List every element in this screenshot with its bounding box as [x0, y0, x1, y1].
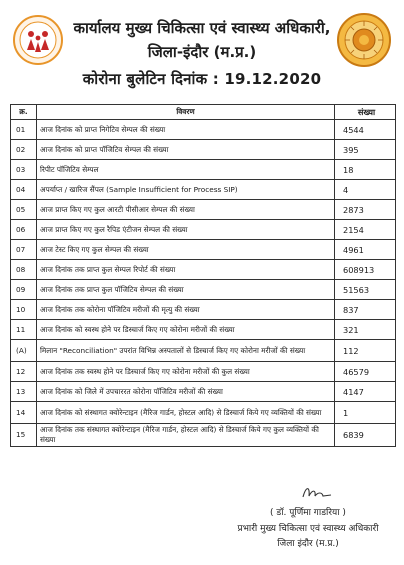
- row-description: आज दिनांक तक प्राप्त कुल पॉजिटिव सेम्पल की संख्या: [37, 280, 335, 299]
- row-count: 1: [343, 407, 349, 418]
- row-description: आज प्राप्त किए गए कुल रैपिड एंटीजन सेम्पल की संख्या: [37, 220, 335, 239]
- table-row: [11, 140, 395, 160]
- mp-government-emblem-icon: [336, 12, 392, 68]
- bulletin-table: [10, 104, 396, 447]
- row-description: आज दिनांक को संस्थागत क्वोरेन्टाइन (मैरिज गार्डन, होस्टल आदि) से डिस्चार्ज किये गए व्यक्तियों की संख्या: [37, 402, 335, 423]
- row-description: आज दिनांक को प्राप्त निगेटिव सेम्पल की संख्या: [37, 120, 335, 139]
- table-row: [11, 402, 395, 424]
- table-row: [11, 180, 395, 200]
- row-serial-no: 11: [11, 320, 37, 339]
- row-count: 608913: [343, 264, 375, 275]
- row-serial-no: 14: [11, 402, 37, 423]
- table-row: [11, 382, 395, 402]
- row-count: 46579: [343, 366, 370, 377]
- bulletin-date-title: कोरोना बुलेटिन दिनांक : 19.12.2020: [82, 70, 322, 88]
- signatory-designation: प्रभारी मुख्य चिकित्सा एवं स्वास्थ्य अधिकारी: [237, 524, 379, 534]
- row-description: आज प्राप्त किए गए कुल आरटी पीसीआर सेम्पल की संख्या: [37, 200, 335, 219]
- row-serial-no: 08: [11, 260, 37, 279]
- header-description: विवरण: [37, 105, 335, 119]
- row-count: 4544: [343, 124, 364, 135]
- office-title: कार्यालय मुख्य चिकित्सा एवं स्वास्थ्य अधिकारी,: [73, 19, 331, 37]
- table-row: [11, 200, 395, 220]
- table-row: [11, 280, 395, 300]
- row-serial-no: 06: [11, 220, 37, 239]
- row-description: मिलान "Reconciliation" उपरांत विभिन्न अस्पतालों से डिस्चार्ज किए गए कोरोना मरीजों की संख्या: [37, 340, 335, 361]
- row-description: आज दिनांक को स्वस्थ होने पर डिस्चार्ज किए गए कोरोना मरीजों की संख्या: [37, 320, 335, 339]
- row-serial-no: 10: [11, 300, 37, 319]
- row-serial-no: 09: [11, 280, 37, 299]
- row-description: आज दिनांक तक स्वस्थ होने पर डिस्चार्ज किए गए कोरोना मरीजों की कुल संख्या: [37, 362, 335, 381]
- table-row: [11, 120, 395, 140]
- row-description: आज टेस्ट किए गए कुल सेम्पल की संख्या: [37, 240, 335, 259]
- row-serial-no: 03: [11, 160, 37, 179]
- row-count: 4961: [343, 244, 364, 255]
- table-row: [11, 220, 395, 240]
- table-header-row: [11, 105, 395, 120]
- row-count: 837: [343, 304, 359, 315]
- row-description: आज दिनांक तक प्राप्त कुल सेम्पल रिपोर्ट की संख्या: [37, 260, 335, 279]
- row-serial-no: 12: [11, 362, 37, 381]
- table-row: [11, 340, 395, 362]
- row-count: 2873: [343, 204, 364, 215]
- row-description: आज दिनांक को जिले में उपचाररत कोरोना पॉजिटिव मरीजों की संख्या: [37, 382, 335, 401]
- table-row: [11, 424, 395, 446]
- table-row: [11, 320, 395, 340]
- row-serial-no: 15: [11, 424, 37, 446]
- district-title: जिला-इंदौर (म.प्र.): [147, 43, 257, 61]
- row-count: 18: [343, 164, 354, 175]
- row-count: 51563: [343, 284, 370, 295]
- row-description: आज दिनांक तक संस्थागत क्वोरेन्टाइन (मैरिज गार्डन, होस्टल आदि) से डिस्चार्ज किये गए कुल व्यक्तियों की संख्या: [37, 424, 335, 446]
- row-description: आज दिनांक तक कोरोना पॉजिटिव मरीजों की मृत्यु की संख्या: [37, 300, 335, 319]
- table-row: [11, 240, 395, 260]
- row-count: 395: [343, 144, 359, 155]
- row-serial-no: 13: [11, 382, 37, 401]
- row-serial-no: 07: [11, 240, 37, 259]
- row-serial-no: 01: [11, 120, 37, 139]
- signatory-name: ( डॉ. पूर्णिमा गाडरिया ): [270, 508, 346, 518]
- signatory-location: जिला इंदौर (म.प्र.): [277, 539, 339, 549]
- row-count: 6839: [343, 430, 364, 440]
- row-description: अपर्याप्त / खारिज सैंपल (Sample Insufficient for Process SIP): [37, 180, 335, 199]
- table-row: [11, 300, 395, 320]
- row-serial-no: (A): [11, 340, 37, 361]
- header-serial-no: क्र.: [11, 105, 37, 119]
- row-description: रिपीट पॉजिटिव सेम्पल: [37, 160, 335, 179]
- row-count: 321: [343, 324, 359, 335]
- row-count: 4: [343, 184, 349, 195]
- row-serial-no: 04: [11, 180, 37, 199]
- row-count: 112: [343, 345, 359, 356]
- row-count: 4147: [343, 386, 364, 397]
- row-serial-no: 05: [11, 200, 37, 219]
- nhm-logo-icon: [12, 14, 64, 66]
- bulletin-header: [0, 6, 404, 98]
- signature-scribble: [300, 484, 334, 502]
- row-count: 2154: [343, 224, 364, 235]
- table-row: [11, 260, 395, 280]
- table-row: [11, 160, 395, 180]
- row-description: आज दिनांक को प्राप्त पॉजिटिव सेम्पल की संख्या: [37, 140, 335, 159]
- header-count: संख्या: [357, 107, 376, 117]
- row-serial-no: 02: [11, 140, 37, 159]
- table-row: [11, 362, 395, 382]
